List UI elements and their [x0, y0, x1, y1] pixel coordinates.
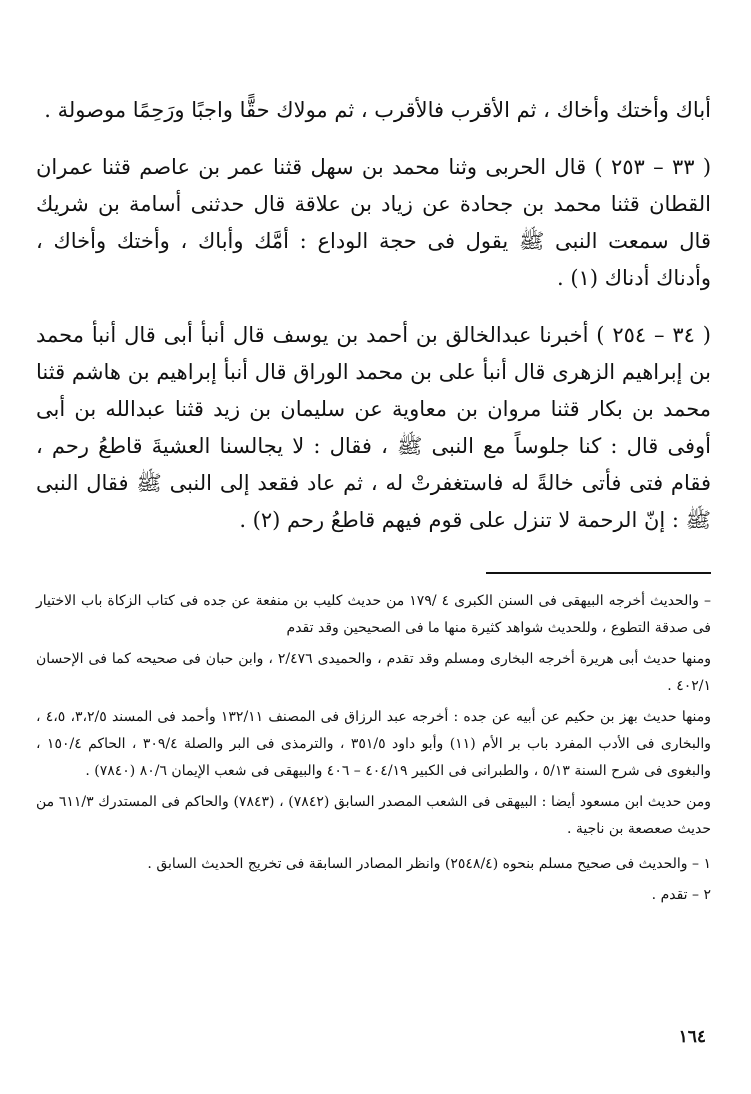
footnotes — [36, 588, 711, 913]
footnote-abu-hurayra: ومنها حديث أبى هريرة أخرجه البخارى ومسلم وقد تقدم ، والحميدى ٢/٤٧٦ ، وابن حبان فى صحيحه كما فى الإحسان ٤٠٢/١ . — [36, 651, 711, 694]
footnote-continuation: – والحديث أخرجه البيهقى فى السنن الكبرى ٤ /١٧٩ من حديث كليب بن منفعة عن جده فى كتاب الزكاة باب الاختيار فى صدقة التطوع ، وللحديث شواهد كثيرة منها ما فى الصحيحين وقد تقدم — [36, 593, 712, 636]
footnote-bahz-ibn-hakim: ومنها حديث بهز بن حكيم عن أبيه عن جده : أخرجه عبد الرزاق فى المصنف ١٣٢/١١ وأحمد فى المسند ٣،٢/٥، ٤،٥ ، والبخارى فى الأدب المفرد باب بر الأم (١١) وأبو داود ٣٥١/٥ ، والترمذى فى البر والصلة ٣٠٩/٤ ، الحاكم ١٥٠/٤ ، والبغوى فى شرح السنة ٥/١٣ ، والطبرانى فى الكبير ٤٠٤/١٩ – ٤٠٦ والبيهقى فى شعب الإيمان ٨٠/٦ (٧٨٤٠) . — [36, 709, 712, 779]
paragraph-gap — [36, 129, 711, 149]
main-text — [36, 92, 711, 539]
footnote-separator-rule — [486, 572, 711, 574]
footnote-2: ٢ – تقدم . — [651, 887, 711, 903]
paragraph-hadith-33: ( ٣٣ – ٢٥٣ ) قال الحربى وثنا محمد بن سهل قثنا عمر بن عاصم قثنا عمران القطان قثنا محمد بن جحادة عن زياد بن علاقة قال حدثنى أسامة بن شريك قال سمعت النبى ﷺ يقول فى حجة الوداع : أمَّك وأباك ، وأختك وأخاك ، وأدناك أدناك (١) . — [36, 155, 712, 290]
footnote-1: ١ – والحديث فى صحيح مسلم بنحوه (٢٥٤٨/٤) وانظر المصادر السابقة فى تخريج الحديث السابق . — [147, 856, 711, 872]
paragraph-continuation: أباك وأختك وأخاك ، ثم الأقرب فالأقرب ، ثم مولاك حقًّا واجبًا ورَحِمًا موصولة . — [44, 98, 711, 122]
paragraph-hadith-34: ( ٣٤ – ٢٥٤ ) أخبرنا عبدالخالق بن أحمد بن يوسف قال أنبأ أبى قال أنبأ محمد بن إبراهيم الزهرى قال أنبأ على بن محمد الوراق قال أنبأ إبراهيم بن هاشم قثنا محمد بن بكار قثنا مروان بن معاوية عن سليمان بن زيد قثنا عبدالله بن أبى أوفى قال : كنا جلوساً مع النبى ﷺ ، فقال : لا يجالسنا العشيةَ قاطعُ رحم ، فقام فتى فأتى خالةً له فاستغفرتْ له ، ثم عاد فقعد إلى النبى ﷺ فقال النبى ﷺ : إنّ الرحمة لا تنزل على قوم فيهم قاطعُ رحم (٢) . — [36, 323, 712, 532]
paragraph-gap — [36, 297, 711, 317]
footnote-ibn-masud: ومن حديث ابن مسعود أيضا : البيهقى فى الشعب المصدر السابق (٧٨٤٢) ، (٧٨٤٣) والحاكم فى المستدرك ٦١١/٣ من حديث صعصعة بن ناجية . — [36, 794, 712, 837]
page-number: ١٦٤ — [678, 1027, 706, 1047]
